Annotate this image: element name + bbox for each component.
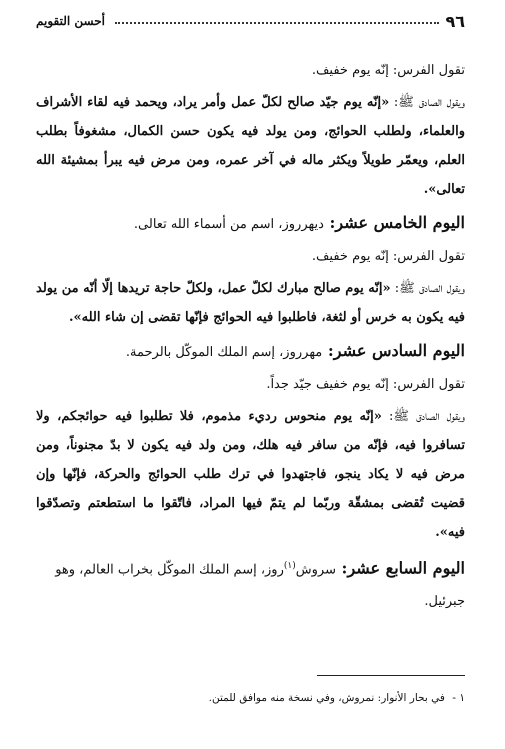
day16-title: اليوم السادس عشر — [333, 341, 465, 360]
day16-sadiq-saying — [36, 402, 465, 547]
sayer-label: ويقول الصادق ﷺ: — [390, 281, 465, 296]
page-body — [36, 56, 465, 619]
day16-description: مهرروز، إسم الملك الموكّل بالرحمة. — [125, 345, 323, 360]
day15-sadiq-saying — [36, 274, 465, 332]
day14-persian-saying: تقول الفرس: إنّه يوم خفيف. — [311, 63, 465, 78]
day16-heading: اليوم السادس عشر: مهرروز، إسم الملك الموكّل بالرحمة. — [125, 341, 465, 360]
footnote-marker[interactable]: (١) — [283, 561, 296, 571]
footnote-text: في بحار الأنوار: نمروش، وفي نسخة منه موافق للمتن. — [208, 692, 445, 704]
day15-heading: اليوم الخامس عشر: ديهرروز، اسم من أسماء الله تعالى. — [133, 213, 465, 232]
day16-persian-saying: تقول الفرس: إنّه يوم خفيف جيّد جداً. — [266, 377, 465, 392]
footnote — [36, 692, 465, 704]
day17-title: اليوم السابع عشر — [347, 558, 465, 578]
day17-description-start: سروش — [295, 562, 336, 578]
page-number: ٩٦ — [445, 11, 465, 31]
day15-description: ديهرروز، اسم من أسماء الله تعالى. — [133, 217, 324, 232]
footnote-number: ١ - — [452, 692, 465, 704]
day15-title: اليوم الخامس عشر — [335, 213, 465, 232]
sayer-label: ويقول الصادق ﷺ: — [381, 409, 465, 424]
footnote-divider — [317, 675, 465, 676]
day17-description-end: روز، إسم الملك الموكّل بخراب العالم، وهو جبرئيل. — [55, 562, 465, 610]
page-header — [36, 8, 465, 34]
day15-quote: «إنّه يوم صالح مبارك لكلّ عمل، ولكلّ حاجة تريدها إلّا أنّه من يولد فيه يكون به خرس أو لثغة، فاطلبوا فيه الحوائج فإنّها تقضى إن شاء الله». — [36, 281, 465, 325]
day15-persian-saying: تقول الفرس: إنّه يوم خفيف. — [311, 249, 465, 264]
header-dotted-leader — [115, 22, 439, 24]
running-title: أحسن التقويم — [36, 14, 105, 28]
day16-quote: «إنّه يوم منحوس رديء مذموم، فلا تطلبوا فيه حوائجكم، ولا تسافروا فيه، فإنّه من سافر فيه هلك، ومن ولد فيه يكون لا بدّ مجنوناً، ومن مرض فيه لا يكاد ينجو، فاجتهدوا في ترك طلب الحوائج والحركة، فإنّها وإن قضيت تُقضى بمشقّة وربّما لم يتمّ فيها المراد، فاتّقوا ما استطعتم وتصدّقوا فيه». — [36, 409, 465, 540]
day17-heading: اليوم السابع عشر: سروش$^{(١)}$روز، إسم الملك الموكّل بخراب العالم، وهو جبرئيل. — [55, 558, 465, 610]
day14-quote: «إنّه يوم جيّد صالح لكلّ عمل وأمر يراد، ويحمد فيه لقاء الأشراف والعلماء، ولطلب الحوائج، ومن يولد فيه يكون حسن الكمال، مشغوفاً بطلب العلم، ويعمّر طويلاً ويكثر ماله في آخر عمره، ومن مرض فيه يبرأ بمشيئة الله تعالى». — [36, 95, 465, 197]
sayer-label: ويقول الصادق ﷺ: — [389, 95, 465, 110]
day14-sadiq-saying — [36, 88, 465, 204]
